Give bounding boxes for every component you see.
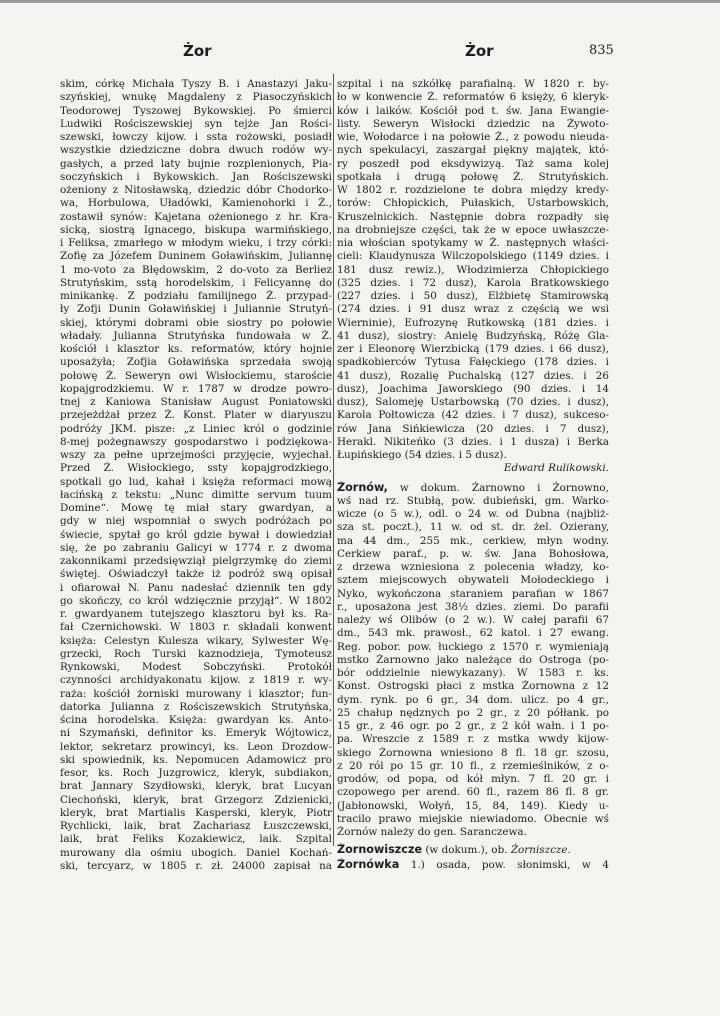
text-line: wszy za pełne uprzejmości przyjęcie, wyjechał. [60,449,332,461]
text-line: władały. Julianna Strutyńska fundowała w Ż. [60,329,332,342]
text-line: ło w konwencie Ż. reformatów 6 księży, 6 kleryk- [337,91,609,104]
text-line: 41 dusz), Rozalię Puchalską (127 dzies. i 26 [337,369,609,382]
entry-zornow-line: czopowego per arend. 60 fl., razem 86 fl. 8 gr. [337,786,609,799]
text-line: podróży JKM. pisze: „z Liniec król o godzinie [60,422,332,435]
entry-zornowka-text: 1.) osada, pow. słonimski, w 4 [399,858,609,871]
text-line: Rynkowski, Modest Sobczyński. Protokół [60,661,332,673]
text-line: Zofię za Józefem Duninem Goławińskim, Juliannę [60,250,332,263]
text-line: wie, Wołodarce i na połowie Ż., z powodu nieuda- [337,131,609,143]
headword-zornowka: Żornówka [337,857,400,871]
text-line: ry poszedł pod eksdywizyą. Taż sama kolej [337,157,609,170]
entry-zornowiszcze-text: (w dokum.), ob. [422,844,511,857]
text-line: księża: Celestyn Kulesza wikary, Sylwester Wę- [60,634,332,647]
text-line: ścina horodelska. Księża: gwardyan ks. Anto- [60,714,332,726]
text-line: 181 dusz rewiz.), Włodzimierza Chłopickiego [337,263,609,276]
text-line: r. gwardyanem tutejszego klasztoru był ks. Ra- [60,608,332,620]
entry-zornow-line: dym. rynk. po 6 gr., 34 dom. ulicz. po 4 gr., [337,693,609,706]
text-line: kościół i klasztor ks. reformatów, który hojnie [60,343,332,355]
text-line: skim, córkę Michała Tyszy B. i Anastazyi Jaku- [60,78,332,90]
text-line: sicką, siostrą Ignacego, biskupa warmińskiego, [60,223,332,236]
text-line: Przed Ż. Wisłockiego, ssty kopajgrodzkiego, [60,462,332,475]
text-line: szewski, łowczy kijow. i ssta rożowski, posiadł [60,131,332,143]
entry-zornow-line: (Jabłonowski, Wołyń, 15, 84, 149). Kiedy u- [337,799,609,812]
text-line: rów Jana Sińkiewicza (20 dzies. i 7 dusz), [337,422,609,435]
text-line: Rychlicki, laik, brat Zachariasz Łuszczewski, [60,820,332,832]
entry-zornow-line: Reg. pobor. pow. łuckiego z 1570 r. wymieniają [337,640,609,653]
entry-zornow-line: bór oddzielnie niewykazany). W 1583 r. ks. [337,667,609,679]
text-line: 41 dusz), siostry: Anielę Budzyńską, Różę Gla- [337,329,609,342]
text-line: ków i laików. Kościół pod t. św. Jana Ewangie- [337,104,609,117]
running-head-left: Żor [183,42,212,60]
text-line: spotkała i drugą połowę Ż. Strutyńskich. [337,170,609,183]
text-line: zostawił synów: Kajetana ożenionego z hr. Kra- [60,210,332,223]
entry-zornow-line: tracilo prawo miejskie niewiadomo. Obecnie wś [337,812,609,825]
text-line: Strutyńskim, sstą horodelskim, i Felicyannę do [60,276,332,289]
text-line: fesor, ks. Roch Juzgrowicz, kleryk, subdiakon, [60,767,332,779]
left-column [60,78,332,873]
entry-zornow-line: skiego Żornowna wniesiono 8 fl. 18 gr. szosu, [337,746,609,759]
entry-zornow-line: należy wś Olibów (o 2 w.). W całej parafii 67 [337,614,609,626]
text-line: zer i Eleonorę Wierzbicką (179 dzies. i 66 dusz), [337,343,609,355]
entry-zornow-line: sztem miejscowych obywateli Mołodeckiego i [337,574,609,587]
entry-zornow-line: Konst. Ostrogski płaci z mstka Żornowna z 12 [337,680,609,693]
entry-zornow-line: Nyko, wykończona staraniem parafian w 1867 [337,587,609,600]
entry-zornow-line: 25 chałup nędznych po 2 gr., z 20 półłank. po [337,706,609,719]
entry-zornow-line: z 20 ról po 15 gr. 10 fl., z rzemieślników, z o- [337,759,609,772]
entry-zornow-first-line [337,481,609,495]
text-line: laik, brat Feliks Kozakiewicz, laik. Szpital [60,833,332,846]
text-line: Kruszelnickich. Następnie dobra rozpadły się [337,210,609,223]
text-line: (274 dzies. i 91 dusz wraz z częścią we wsi [337,303,609,316]
text-line: (325 dzies. i 72 dusz), Karola Bratkowskiego [337,276,609,289]
headword-zornow: Żornów, [337,480,388,494]
entry-zornow-line: r., uposażona jest 38½ dzies. ziemi. Do parafii [337,600,609,613]
text-line: zakonnikami przedsięwziął pielgrzymkę do ziemi [60,555,332,567]
text-line: fał Czernichowski. W 1803 r. składali konwent [60,621,332,634]
text-line: świecie, spytał go król gdzie bywał i dowiedział [60,528,332,541]
entry-zornow-line: w dokum. Żarnowno i Żornowno, [387,481,609,494]
entry-zornow-line: dm., 543 mk. prawosł., 62 katol. i 27 ewang. [337,627,609,640]
text-line: ski spowiednik, ks. Nepomucen Adamowicz pro [60,753,332,766]
text-line: nych spekulacyi, zaszargał piękny majątek, któ- [337,144,609,157]
text-line: nia włościan spotykamy w Ż. następnych właści- [337,237,609,249]
text-line: szpital i na szkółkę parafialną. W 1820 r. by- [337,78,609,90]
text-line: spotkali go lud, kahał i księża reformaci mową [60,475,332,488]
entry-zornow-line: sza st. poczt.), 11 w. od st. dr. żel. Ozierany, [337,521,609,534]
text-line: skiej, którymi dobrami obie siostry po połowie [60,316,332,329]
text-line: kleryk, brat Martialis Kasperski, kleryk, Piotr [60,806,332,819]
text-line: 8-mej pożegnawszy gospodarstwo i podziękowa- [60,435,332,448]
text-line: Karola Połtowicza (42 dzies. i 7 dusz), sukceso- [337,409,609,422]
text-line: brat Jannary Szydłowski, kleryk, brat Lucyan [60,780,332,793]
text-line: lektor, sekretarz prowincyi, ks. Leon Drozdow- [60,740,332,753]
entry-zornow-line: z drzewa wzniesiona z polecenia władzy, ko- [337,561,609,573]
text-line: Teodorowej Tyszowej Bykowskiej. Po śmierci [60,104,332,117]
text-line: Ciechoński, kleryk, brat Grzegorz Zdzienicki, [60,793,332,806]
text-line: dusz), Salomeję Ustarbowską (70 dzies. i dusz), [337,396,609,408]
entry-zornowiszcze-ref: Żorniszcze. [510,844,571,857]
entry-zornowiszcze [337,843,609,857]
text-line: Ludwiki Rościszewskiej syn tejże Jan Rości- [60,117,332,130]
entry-zornow-line: wicze (o 5 w.), odl. o 24 w. od Dubna (najbliż- [337,508,609,520]
text-line: (227 dzies. i 50 dusz), Elżbietę Stamirowską [337,290,609,302]
entry-zornow-line: 15 gr., z 46 ogr. po 2 gr., z 2 kół wałn. i 1 po- [337,720,609,732]
entry-zornow-line: mstko Żarnowno jako należące do Ostroga (po- [337,653,609,666]
entry-zornow-line: Żornów należy do gen. Saranczewa. [337,826,527,838]
text-line: gdy w niej wspomniał o swych podróżach po [60,515,332,528]
top-edge-line [0,0,720,3]
text-line: czynności archidyakonatu kijow. z 1819 r. wy- [60,674,332,687]
text-line: Wierninie), Eufrozynę Rutkowską (181 dzies. i [337,316,609,329]
column-divider [333,74,334,846]
text-line: przejeżdżał przez Ż. Konst. Plater w diaryuszu [60,409,332,422]
text-line: świętej. Oświadczył także iż podróż swą opisał [60,568,332,581]
text-line: grzecki, Roch Turski kaznodzieja, Tymoteusz [60,647,332,660]
entry-zornow-line: Cerkiew paraf., p. w. św. Jana Bohosłowa, [337,547,609,560]
text-line: gasłych, a przed laty bujnie rozplenionych, Pia- [60,157,332,170]
entry-zornow-line: grodów, od popa, od kół młyn. 7 fl. 20 gr. i [337,773,609,785]
text-line: wszystkie dziedziczne dobra dwuch rodów wy- [60,144,332,157]
text-line: spadkobierców Tytusa Fałęckiego (178 dzies. i [337,356,609,369]
text-line: Łupińskiego (54 dzies. i 5 dusz). [337,449,507,461]
text-line: łacińską z tekstu: „Nunc dimitte servum tuum [60,488,332,501]
text-line: Herakl. Nikiteńko (3 dzies. i 1 dusza) i Berka [337,435,609,448]
page-number: 835 [589,43,614,58]
text-line: ły Zofji Dunin Goławińskiej i Juliannie Strutyń- [60,303,332,316]
text-line: szyńskiej, wnukę Magdaleny z Piasoczyńskich [60,91,332,104]
entry-zornowka [337,858,609,872]
running-head-right: Żor [465,42,494,60]
text-line: wa, Horbulowa, Uładówki, Kamienohorki i Ż., [60,197,332,210]
text-line: Domine“. Mowę tę miał stary gwardyan, a [60,502,332,514]
text-line: soczyńskich i Bykowskich. Jan Rościszewski [60,170,332,183]
text-line: murowany dla ośmiu ubogich. Daniel Kochań- [60,846,332,859]
text-line: połowę Ż. Seweryn owi Wisłockiemu, staroście [60,369,332,382]
entry-zornow-line: wś nad rz. Stubłą, pow. dubieński, gm. Warko- [337,494,609,507]
text-line: uposażyła; Zofjia Goławińska sprzedała swoją [60,356,332,369]
text-line: kopajgrodzkiemu. W r. 1787 w drodze powro- [60,382,332,395]
text-line: ni Szymański, definitor ks. Emeryk Wójtowicz, [60,727,332,740]
entry-zornow-line: pa. Wreszcie z 1589 r. z mstka wwdy kijow- [337,733,609,746]
entry-zornow [337,481,609,840]
text-line: dusz), Joachima Jaworskiego (90 dzies. i 14 [337,382,609,395]
right-column [337,78,609,872]
text-line: i ofiarował N. Panu nadesłać dziennik ten gdy [60,581,332,594]
text-line: torów: Chłopickich, Pułaskich, Ustarbowskich, [337,197,609,210]
text-line: na drobniejsze części, tak że w epoce uwłaszcze- [337,223,609,236]
text-line: go skończy, co król wdzięcznie przyjął“. W 1802 [60,594,332,607]
text-line: ski, tercyarz, w 1805 r. zł. 24000 zapisał na [60,859,332,872]
text-line: 1 mo-voto za Błędowskim, 2 do-voto za Berliez [60,263,332,276]
headword-zornowiszcze: Żornowiszcze [337,843,423,857]
text-line: minikankę. Z podziału familijnego Ż. przypad- [60,290,332,302]
text-line: się, że po zabraniu Galicyi w 1774 r. z dwoma [60,541,332,554]
entry-zornow-line: ma 44 dm., 255 mk., cerkiew, młyn wodny. [337,534,609,547]
text-line: W 1802 r. rozdzielone te dobra między kredy- [337,184,609,196]
text-line: i Feliksa, zmarłego w młodym wieku, i trzy córki: [60,237,332,249]
text-line: raża: kościół żorniski murowany i klasztor; fun- [60,687,332,700]
right-column-continuation [337,78,609,462]
author-signature: Edward Rulikowski. [503,462,609,475]
text-line: ożeniony z Nitosławską, dziedzic dóbr Chodorko- [60,184,332,196]
text-line: datorka Julianna z Rościszewskich Strutyńska, [60,700,332,713]
text-line: listy. Seweryn Wisłocki dziedzic na Żywoto- [337,117,609,130]
text-line: tnej z Kaniowa Stanisław August Poniatowski [60,396,332,408]
text-line: cieli: Klaudynusza Wilczopolskiego (1149 dzies. i [337,250,609,263]
